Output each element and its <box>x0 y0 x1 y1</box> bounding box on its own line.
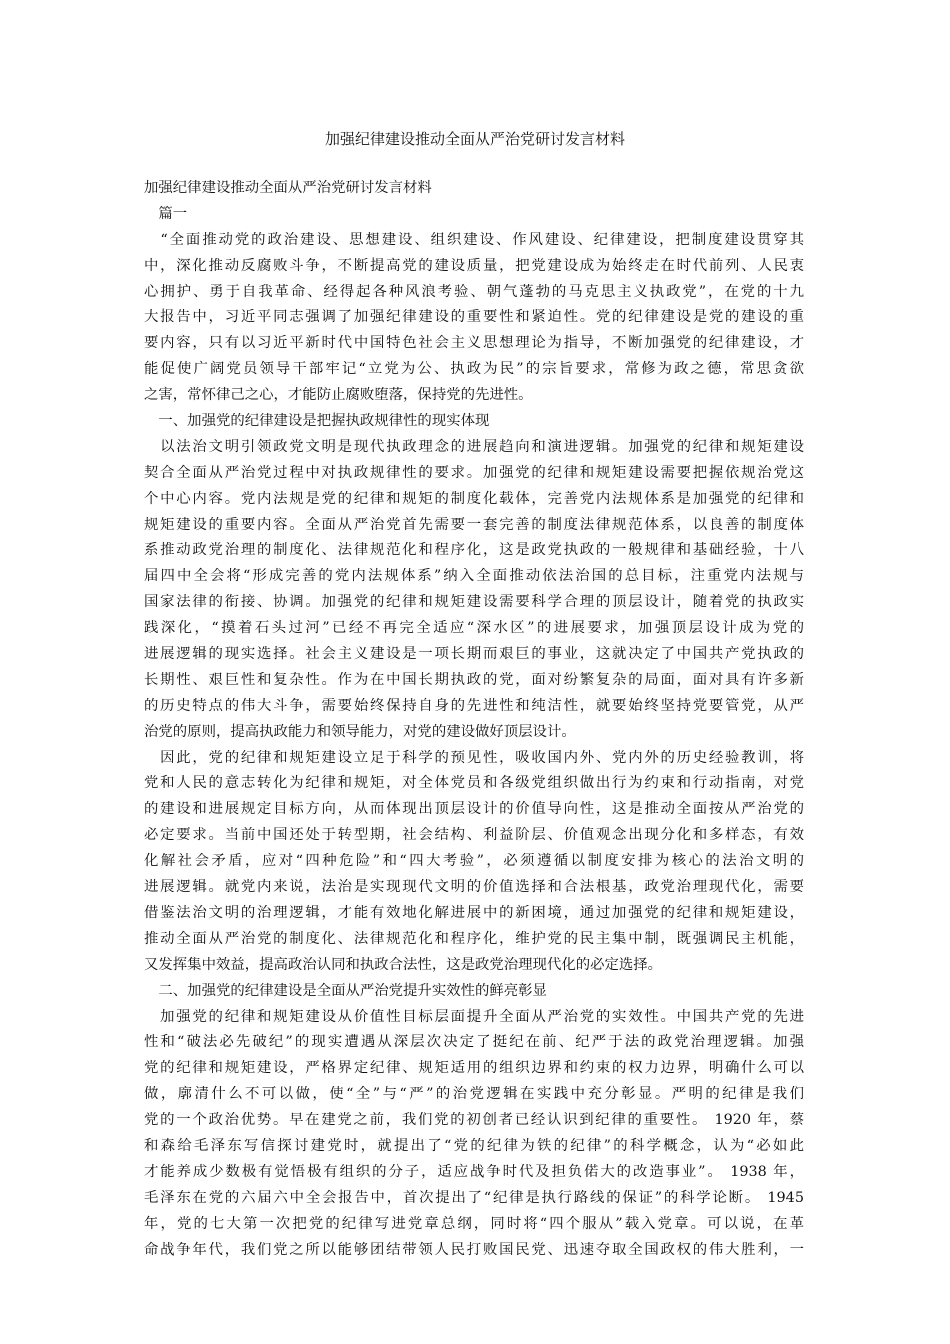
text-line: 治党的原则，提高执政能力和领导能力，对党的建设做好顶层设计。 <box>144 723 576 740</box>
text-line: 年，党的七大第一次把党的纪律写进党章总纲，同时将“四个服从”载入党章。可以说，在革 <box>144 1215 804 1232</box>
text-line: 化解社会矛盾，应对“四种危险”和“四大考验”，必须遵循以制度安排为核心的法治文明的 <box>144 853 804 870</box>
text-line: 进展逻辑。就党内来说，法治是实现现代文明的价值选择和合法根基，政党治理现代化，需要 <box>144 879 804 896</box>
text-line: 的历史特点的伟大斗争，需要始终保持自身的先进性和纯洁性，就要始终坚持党要管党，从严 <box>144 697 804 714</box>
page-title: 加强纪律建设推动全面从严治党研讨发言材料 <box>324 130 625 148</box>
text-line: “全面推动党的政治建设、思想建设、组织建设、作风建设、纪律建设，把制度建设贯穿其 <box>144 231 804 248</box>
text-line: 二、加强党的纪律建设是全面从严治党提升实效性的鲜亮彰显 <box>144 982 547 999</box>
text-line: 做，廓清什么不可以做，使“全”与“严”的治党逻辑在实践中充分彰显。严明的纪律是我们 <box>144 1086 804 1103</box>
text-line: 能促使广阔党员领导干部牢记“立党为公、执政为民”的宗旨要求，常修为政之德，常思贪欲 <box>144 361 804 378</box>
text-line: 党的一个政治优势。早在建党之前，我们党的初创者已经认识到纪律的重要性。 1920 年，蔡 <box>144 1112 804 1129</box>
text-line: 践深化，“摸着石头过河”已经不再完全适应“深水区”的进展要求，加强顶层设计成为党的 <box>144 620 804 637</box>
text-line: 进展逻辑的现实选择。社会主义建设是一项长期而艰巨的事业，这就决定了中国共产党执政的 <box>144 646 804 663</box>
text-line: 个中心内容。党内法规是党的纪律和规矩的制度化载体，完善党内法规体系是加强党的纪律和 <box>144 490 804 507</box>
text-line: 因此，党的纪律和规矩建设立足于科学的预见性，吸收国内外、党内外的历史经验教训，将 <box>144 749 804 766</box>
text-line: 心拥护、勇于自我革命、经得起各种风浪考验、朝气蓬勃的马克思主义执政党”，在党的十九 <box>144 283 804 300</box>
text-line: 借鉴法治文明的治理逻辑，才能有效地化解进展中的新困境，通过加强党的纪律和规矩建设， <box>144 904 804 921</box>
document-body <box>144 176 804 1263</box>
text-line: 长期性、艰巨性和复杂性。作为在中国长期执政的党，面对纷繁复杂的局面，面对具有许多新 <box>144 671 804 688</box>
text-line: 性和“破法必先破纪”的现实遭遇从深层次决定了挺纪在前、纪严于法的政党治理逻辑。加强 <box>144 1034 804 1051</box>
text-line: 命战争年代，我们党之所以能够团结带领人民打败国民党、迅速夺取全国政权的伟大胜利，一 <box>144 1241 804 1258</box>
text-line: 规矩建设的重要内容。全面从严治党首先需要一套完善的制度法律规范体系，以良善的制度体 <box>144 516 804 533</box>
text-line: 中，深化推动反腐败斗争，不断提高党的建设质量，把党建设成为始终走在时代前列、人民衷 <box>144 257 804 274</box>
text-line: 以法治文明引领政党文明是现代执政理念的进展趋向和演进逻辑。加强党的纪律和规矩建设 <box>144 438 804 455</box>
text-line: 党的纪律和规矩建设，严格界定纪律、规矩适用的组织边界和约束的权力边界，明确什么可以 <box>144 1060 804 1077</box>
text-line: 加强纪律建设推动全面从严治党研讨发言材料 <box>144 180 432 196</box>
text-line: 契合全面从严治党过程中对执政规律性的要求。加强党的纪律和规矩建设需要把握依规治党这 <box>144 464 804 481</box>
text-line: 之害，常怀律己之心，才能防止腐败堕落，保持党的先进性。 <box>144 387 533 404</box>
text-line: 系推动政党治理的制度化、法律规范化和程序化，这是政党执政的一般规律和基础经验，十八 <box>144 542 804 559</box>
text-line: 届四中全会将“形成完善的党内法规体系”纳入全面推动依法治国的总目标，注重党内法规与 <box>144 568 804 585</box>
text-line: 国家法律的衔接、协调。加强党的纪律和规矩建设需要科学合理的顶层设计，随着党的执政实 <box>144 594 804 611</box>
text-line: 加强党的纪律和规矩建设从价值性目标层面提升全面从严治党的实效性。中国共产党的先进 <box>144 1008 804 1025</box>
text-line: 篇一 <box>144 205 188 222</box>
text-line: 一、加强党的纪律建设是把握执政规律性的现实体现 <box>144 413 490 430</box>
text-line: 大报告中，习近平同志强调了加强纪律建设的重要性和紧迫性。党的纪律建设是党的建设的重 <box>144 309 804 326</box>
text-line: 又发挥集中效益，提高政治认同和执政合法性，这是政党治理现代化的必定选择。 <box>144 956 663 973</box>
text-line: 党和人民的意志转化为纪律和规矩，对全体党员和各级党组织做出行为约束和行动指南，对党 <box>144 775 804 792</box>
text-line: 和森给毛泽东写信探讨建党时，就提出了“党的纪律为铁的纪律”的科学概念，认为“必如此 <box>144 1137 804 1154</box>
text-line: 要内容，只有以习近平新时代中国特色社会主义思想理论为指导，不断加强党的纪律建设，才 <box>144 335 804 352</box>
text-line: 必定要求。当前中国还处于转型期，社会结构、利益阶层、价值观念出现分化和多样态，有效 <box>144 827 804 844</box>
text-line: 毛泽东在党的六届六中全会报告中，首次提出了“纪律是执行路线的保证”的科学论断。 1945 <box>144 1189 804 1206</box>
text-line: 推动全面从严治党的制度化、法律规范化和程序化，维护党的民主集中制，既强调民主机能， <box>144 930 804 947</box>
text-line: 才能养成少数极有觉悟极有组织的分子，适应战争时代及担负偌大的改造事业”。 1938 年， <box>144 1163 804 1180</box>
text-line: 的建设和进展规定目标方向，从而体现出顶层设计的价值导向性，这是推动全面按从严治党的 <box>144 801 804 818</box>
